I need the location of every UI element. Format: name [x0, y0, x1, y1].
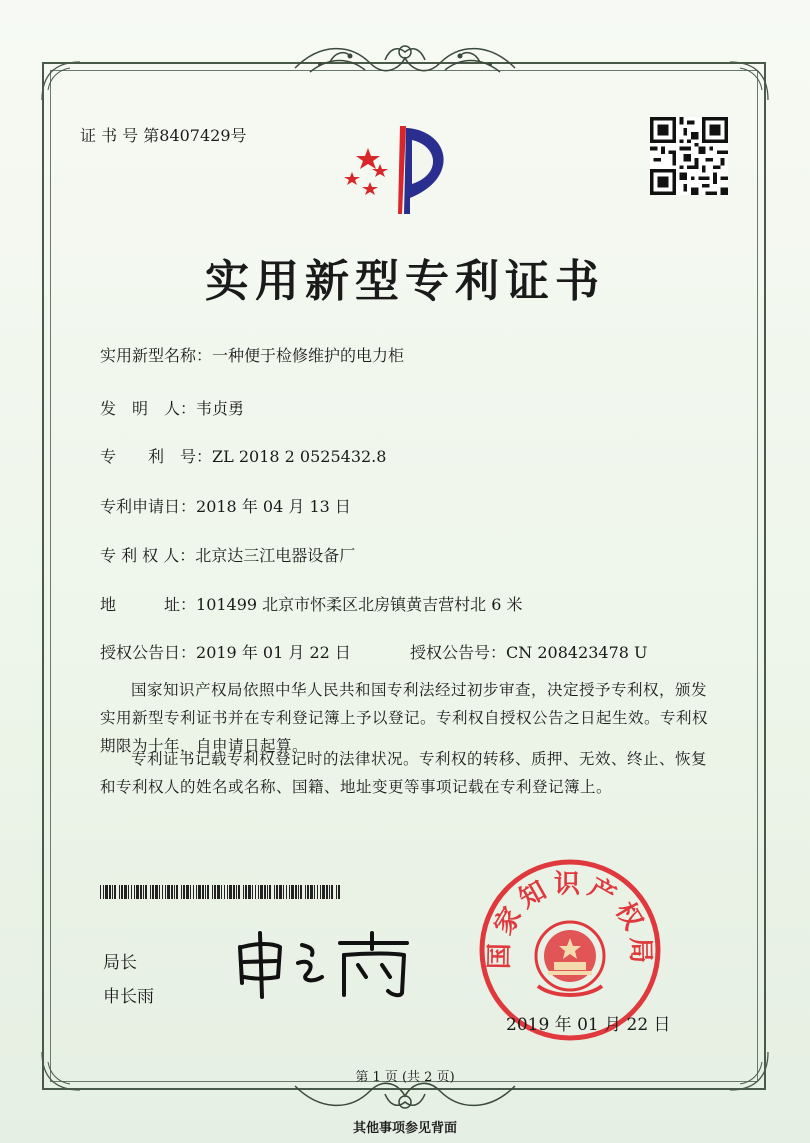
- field-inventor: [100, 396, 244, 419]
- certificate-number: 证 书 号 第8407429号: [80, 126, 247, 145]
- field-address-value: 101499 北京市怀柔区北房镇黄吉营村北 6 米: [196, 595, 523, 614]
- field-patentee-label: 专 利 权 人：: [100, 546, 196, 565]
- field-name-label: 实用新型名称：: [100, 346, 213, 365]
- qr-code-icon: [650, 117, 728, 195]
- field-patent-no-label: 专 利 号：: [100, 447, 213, 466]
- body-paragraph: 国家知识产权局依照中华人民共和国专利法经过初步审查，决定授予专利权，颁发实用新型专利证书并在专利登记簿上予以登记。专利权自授权公告之日起生效。专利权期限为十年，自申请日起算。: [100, 681, 709, 755]
- page-indicator: 第 1 页 (共 2 页): [355, 1070, 455, 1085]
- field-grant-no-value: CN 208423478 U: [506, 643, 648, 662]
- field-patent-no: [100, 444, 386, 467]
- field-grant-no: [410, 640, 648, 663]
- field-filing-date-value: 2018 年 04 月 13 日: [196, 497, 351, 516]
- field-patentee-value: 北京达三江电器设备厂: [195, 546, 356, 565]
- field-inventor-value: 韦贞勇: [196, 399, 245, 418]
- field-patent-no-value: ZL 2018 2 0525432.8: [212, 447, 387, 466]
- document-title: 实用新型专利证书: [205, 256, 605, 307]
- footer-note: 其他事项参见背面: [352, 1121, 457, 1136]
- director-name: 申长雨: [103, 987, 154, 1007]
- field-patentee: [100, 543, 355, 566]
- patent-office-logo-icon: [340, 118, 470, 218]
- barcode-icon: [100, 885, 340, 899]
- top-ornament-icon: [290, 38, 520, 86]
- director-title: 局长: [103, 953, 137, 973]
- seal-date: 2019 年 01 月 22 日: [506, 1015, 671, 1035]
- field-grant-no-label: 授权公告号：: [410, 643, 507, 662]
- field-filing-date-label: 专利申请日：: [100, 497, 197, 516]
- seal-text: 国家知识产权局: [484, 869, 656, 970]
- field-filing-date: [100, 494, 351, 517]
- field-grant-date-label: 授权公告日：: [100, 643, 197, 662]
- corner-ornament-icon: [40, 60, 110, 130]
- field-address: [100, 592, 523, 615]
- field-grant-date: [100, 640, 351, 663]
- body-paragraph: 专利证书记载专利权登记时的法律状况。专利权的转移、质押、无效、终止、恢复和专利权人的姓名或名称、国籍、地址变更等事项记载在专利登记簿上。: [100, 750, 708, 796]
- field-grant-date-value: 2019 年 01 月 22 日: [196, 643, 351, 662]
- field-inventor-label: 发 明 人：: [100, 399, 197, 418]
- signature-icon: [232, 925, 417, 1000]
- field-name: [100, 343, 404, 366]
- field-address-label: 地 址：: [100, 595, 197, 614]
- field-name-value: 一种便于检修维护的电力柜: [212, 346, 405, 365]
